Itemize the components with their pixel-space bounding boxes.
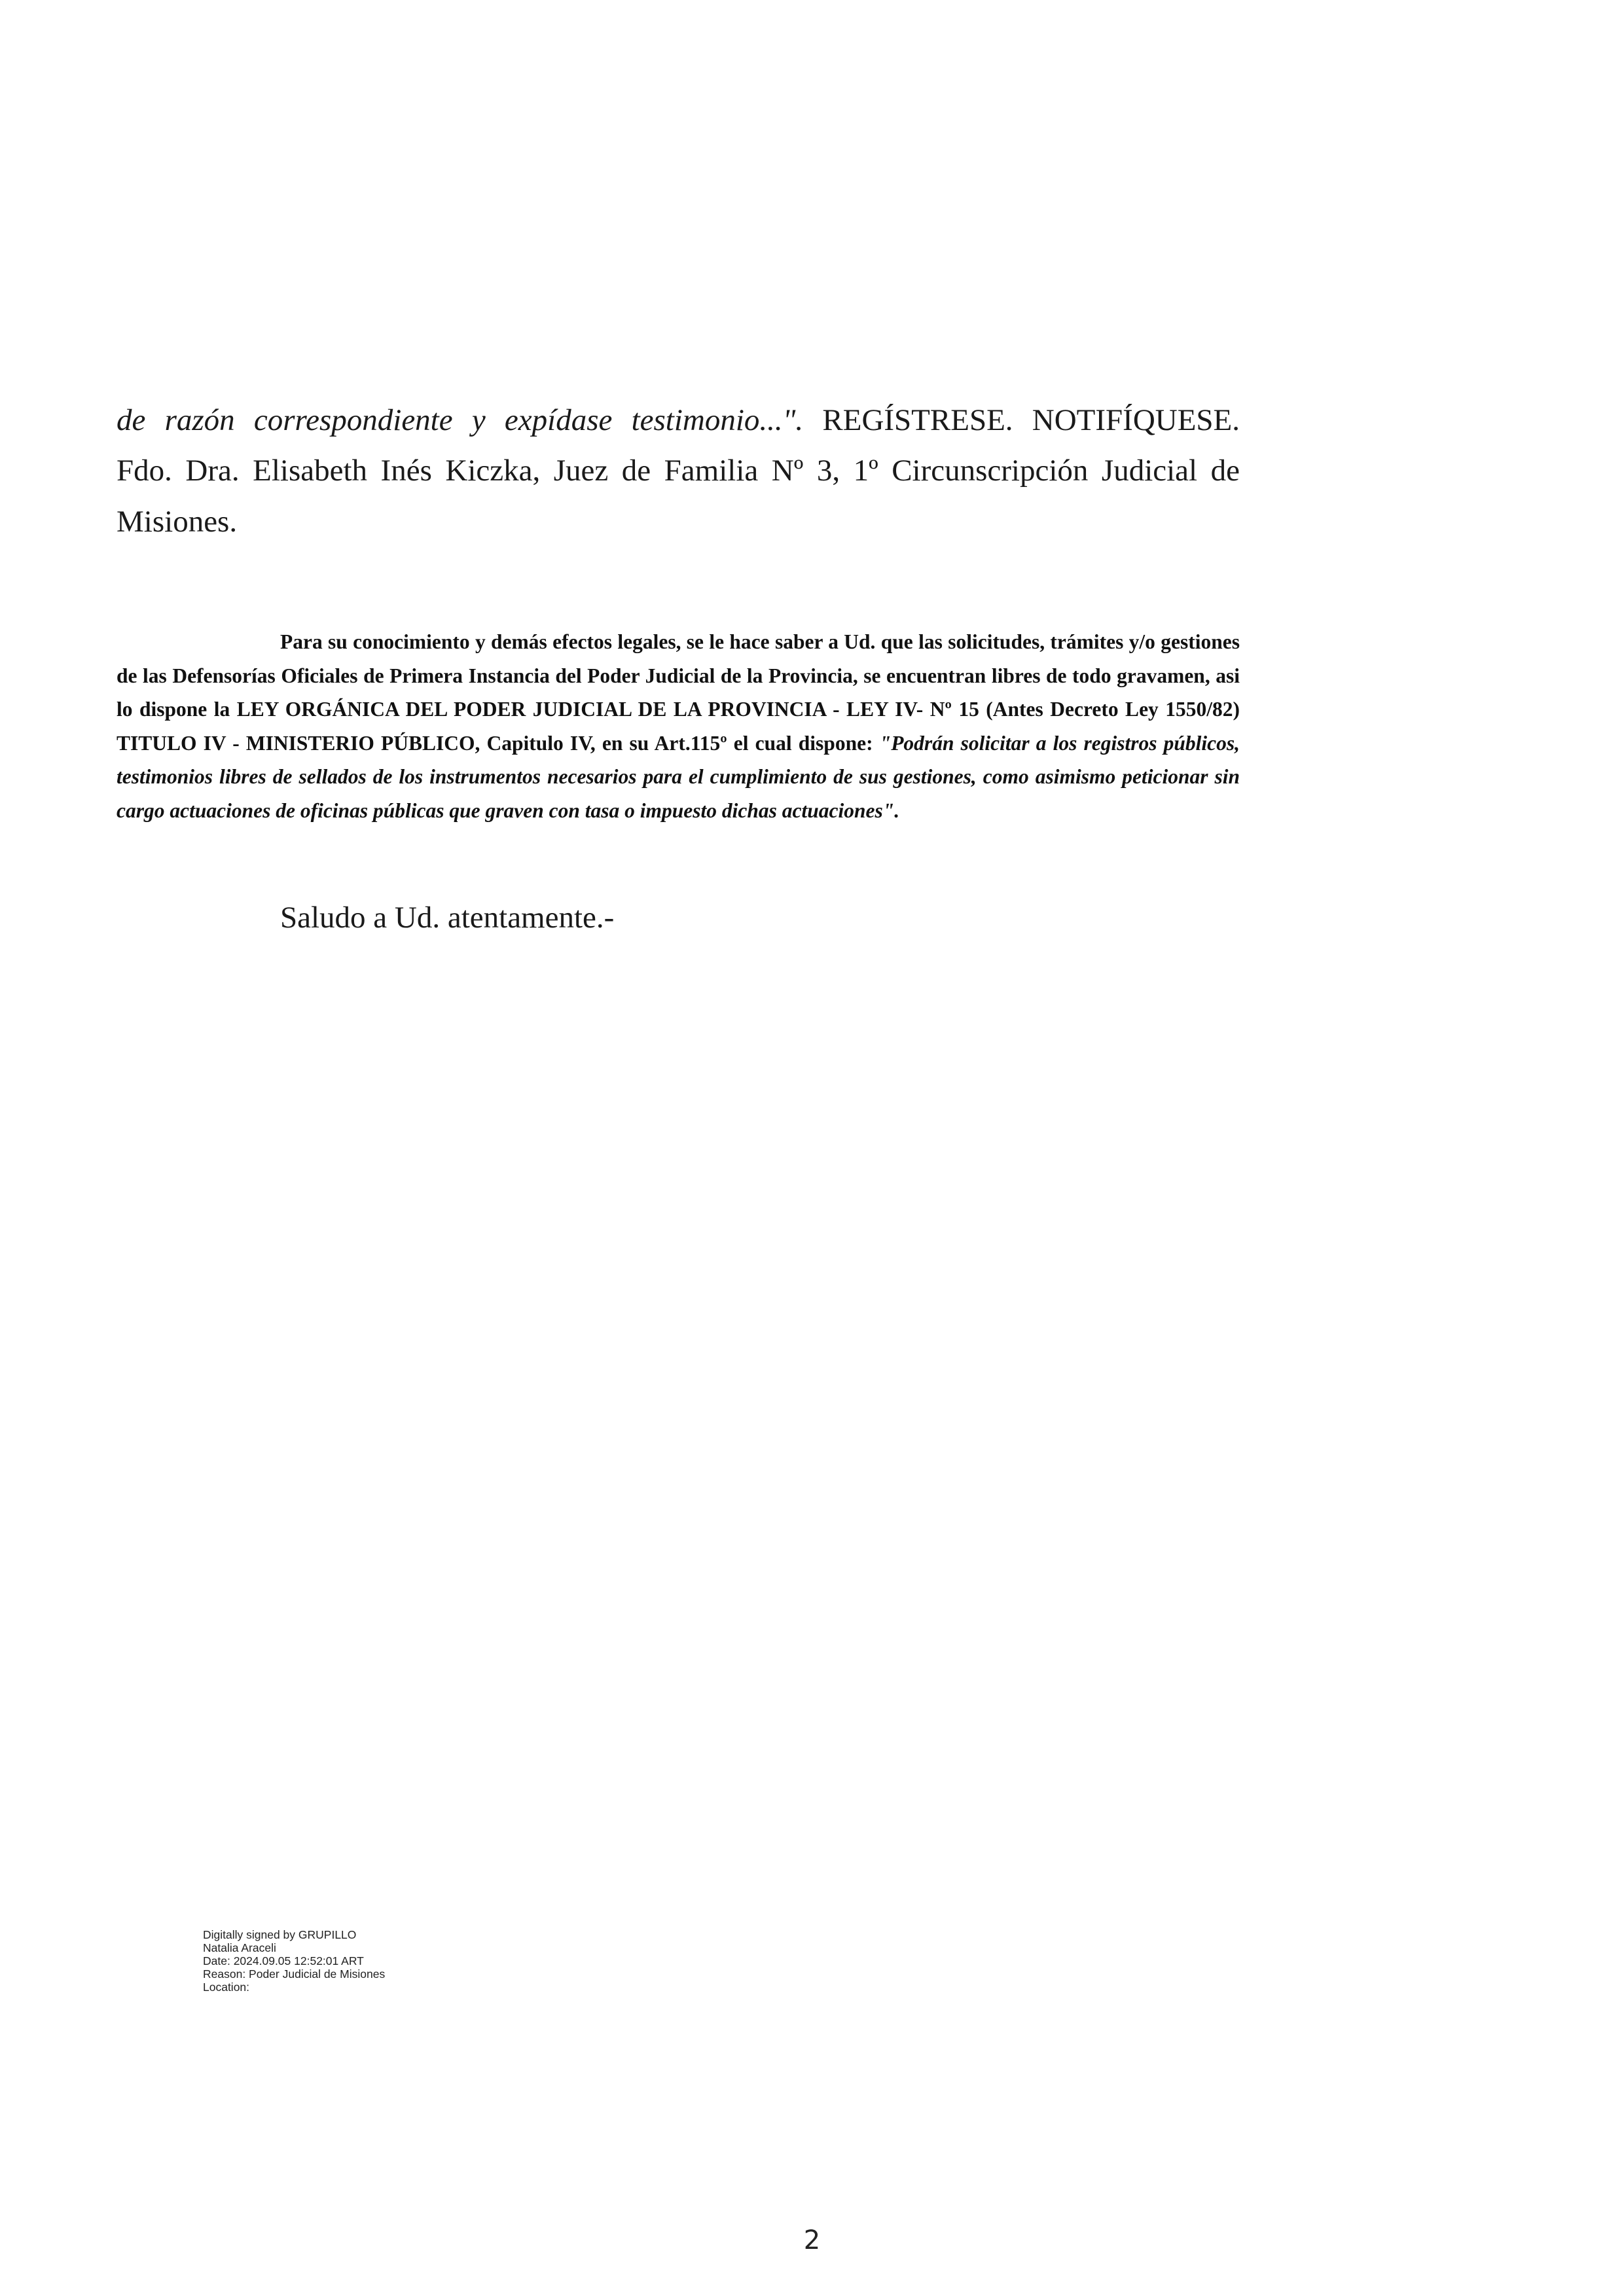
resolution-line-3: Misiones.: [117, 505, 238, 539]
notice-intro: Para su conocimiento y demás efectos legales, se le hace saber a Ud. que las solicitudes, trámites y/o gestiones de las Defensorías Oficiales de Primera Instancia del Poder Judicial de la Provincia, se encuentran libres de todo gravamen, asi lo dispone la: [117, 630, 1240, 721]
registration-order: REGÍSTRESE. NOTIFÍQUESE.: [822, 403, 1240, 437]
signature-date: Date: 2024.09.05 12:52:01 ART: [203, 1954, 364, 1967]
signature-name: Natalia Araceli: [203, 1941, 276, 1954]
legal-notice: [117, 625, 1240, 827]
page-number: 2: [803, 2225, 821, 2255]
signature-signed-by: Digitally signed by GRUPILLO: [203, 1928, 357, 1941]
resolution-quote-end: de razón correspondiente y expídase testimonio...".: [117, 403, 804, 437]
resolution-line-1: [117, 401, 1240, 440]
notice-quote: "Podrán solicitar a los registros públicos, testimonios libres de sellados de los instrumentos necesarios para el cumplimiento de sus gestiones, como asimismo peticionar sin cargo actuaciones de oficinas públicas que graven con tasa o impuesto dichas actuaciones".: [117, 731, 1240, 822]
notice-article-reference: Capitulo IV, en su Art.115º el cual dispone:: [486, 731, 873, 755]
digital-signature-block: [203, 1928, 385, 1994]
signature-reason: Reason: Poder Judicial de Misiones: [203, 1967, 386, 1981]
notice-law-reference: LEY ORGÁNICA DEL PODER JUDICIAL DE LA PROVINCIA - LEY IV- Nº 15 (Antes Decreto Ley 1550/82) TITULO IV - MINISTERIO PÚBLICO,: [117, 698, 1240, 755]
signature-location: Location:: [203, 1981, 250, 1994]
closing-salutation: Saludo a Ud. atentamente.-: [280, 901, 615, 935]
resolution-line-2: Fdo. Dra. Elisabeth Inés Kiczka, Juez de Familia Nº 3, 1º Circunscripción Judicial de: [117, 454, 1240, 488]
